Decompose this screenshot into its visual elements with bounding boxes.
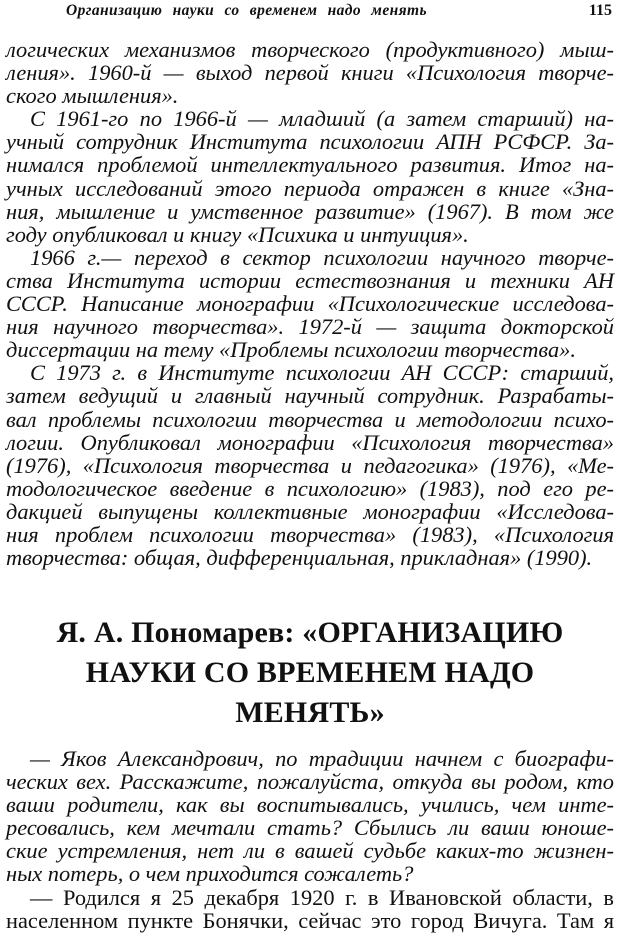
text-line: учный сотрудник Института психологии АПН РСФСР. За- — [6, 129, 614, 155]
text-line: ваши родители, как вы воспитывались, учились, чем инте- — [6, 792, 614, 818]
text-line: ния проблем психологии творчества» (1983), «Психология — [6, 521, 614, 547]
text-line: творчества: общая, дифференциальная, прикладная» (1990). — [6, 545, 593, 571]
text-line: — Яков Александрович, по традиции начнем с биографи- — [30, 746, 614, 771]
bio-paragraph — [6, 107, 614, 246]
text-line: логических механизмов творческого (продуктивного) мыш- — [6, 37, 614, 62]
text-line: ления». 1960-й — выход первой книги «Психология творче- — [6, 60, 614, 86]
text-line: логии. Опубликовал монографии «Психология творчества» — [6, 429, 614, 455]
interview-answer — [6, 886, 614, 932]
text-line: ческих вех. Расскажите, пожалуйста, откуда вы родом, кто — [6, 769, 614, 795]
text-line: СССР. Написание монографии «Психологические исследова- — [6, 291, 614, 317]
bio-paragraph — [6, 361, 614, 569]
text-line: ресовались, кем мечтали стать? Сбылись ли ваши юноше- — [6, 815, 614, 841]
running-head: Организацию науки со временем надо менять — [66, 2, 427, 19]
text-line: затем ведущий и главный научный сотрудник. Разрабаты- — [6, 383, 614, 409]
biography-text — [6, 38, 614, 569]
text-line: С 1973 г. в Институте психологии АН СССР: старший, — [30, 360, 614, 386]
text-line: (1976), «Психология творчества и педагогика» (1976), «Ме- — [6, 452, 614, 478]
heading-line: Я. А. Пономарев: «ОРГАНИЗАЦИЮ — [56, 616, 564, 649]
text-line: ства Института истории естествознания и техники АН — [6, 267, 614, 293]
text-line: ных потерь, о чем приходится сожалеть? — [6, 861, 414, 887]
interview-question — [6, 747, 614, 886]
text-line: учных исследований этого периода отражен в книге «Зна- — [6, 175, 614, 201]
bio-paragraph — [6, 246, 614, 361]
text-line: 1966 г.— переход в сектор психологии научного творче- — [30, 244, 614, 270]
heading-line: МЕНЯТЬ» — [235, 696, 385, 729]
text-line: ния, мышление и умственное развитие» (1967). В том же — [6, 198, 614, 224]
chapter-heading — [0, 613, 620, 733]
text-line: диссертации на тему «Проблемы психологии творчества». — [6, 337, 576, 363]
text-line: — Родился я 25 декабря 1920 г. в Ивановской области, в — [30, 885, 614, 910]
text-line: ского мышления». — [6, 83, 179, 109]
heading-line: НАУКИ СО ВРЕМЕНЕМ НАДО — [85, 656, 535, 689]
text-line: тодологическое введение в психологию» (1983), под его ре- — [6, 475, 614, 501]
text-line: ские устремления, нет ли в вашей судьбе каких-то жизнен- — [6, 838, 614, 864]
text-line: населенном пункте Бонячки, сейчас это город Вичуга. Там я — [6, 908, 614, 934]
text-line: нимался проблемой интеллектуального развития. Итог на- — [6, 152, 614, 178]
page-number: 115 — [588, 2, 612, 19]
text-line: дакцией выпущены коллективные монографии «Исследова- — [6, 498, 614, 524]
text-line: году опубликовал и книгу «Психика и интуиция». — [6, 221, 469, 247]
bio-paragraph — [6, 38, 614, 107]
text-line: ния научного творчества». 1972-й — защита докторской — [6, 314, 614, 340]
text-line: вал проблемы психологии творчества и методологии психо- — [6, 406, 614, 432]
text-line: С 1961-го по 1966-й — младший (а затем старший) на- — [30, 106, 614, 132]
